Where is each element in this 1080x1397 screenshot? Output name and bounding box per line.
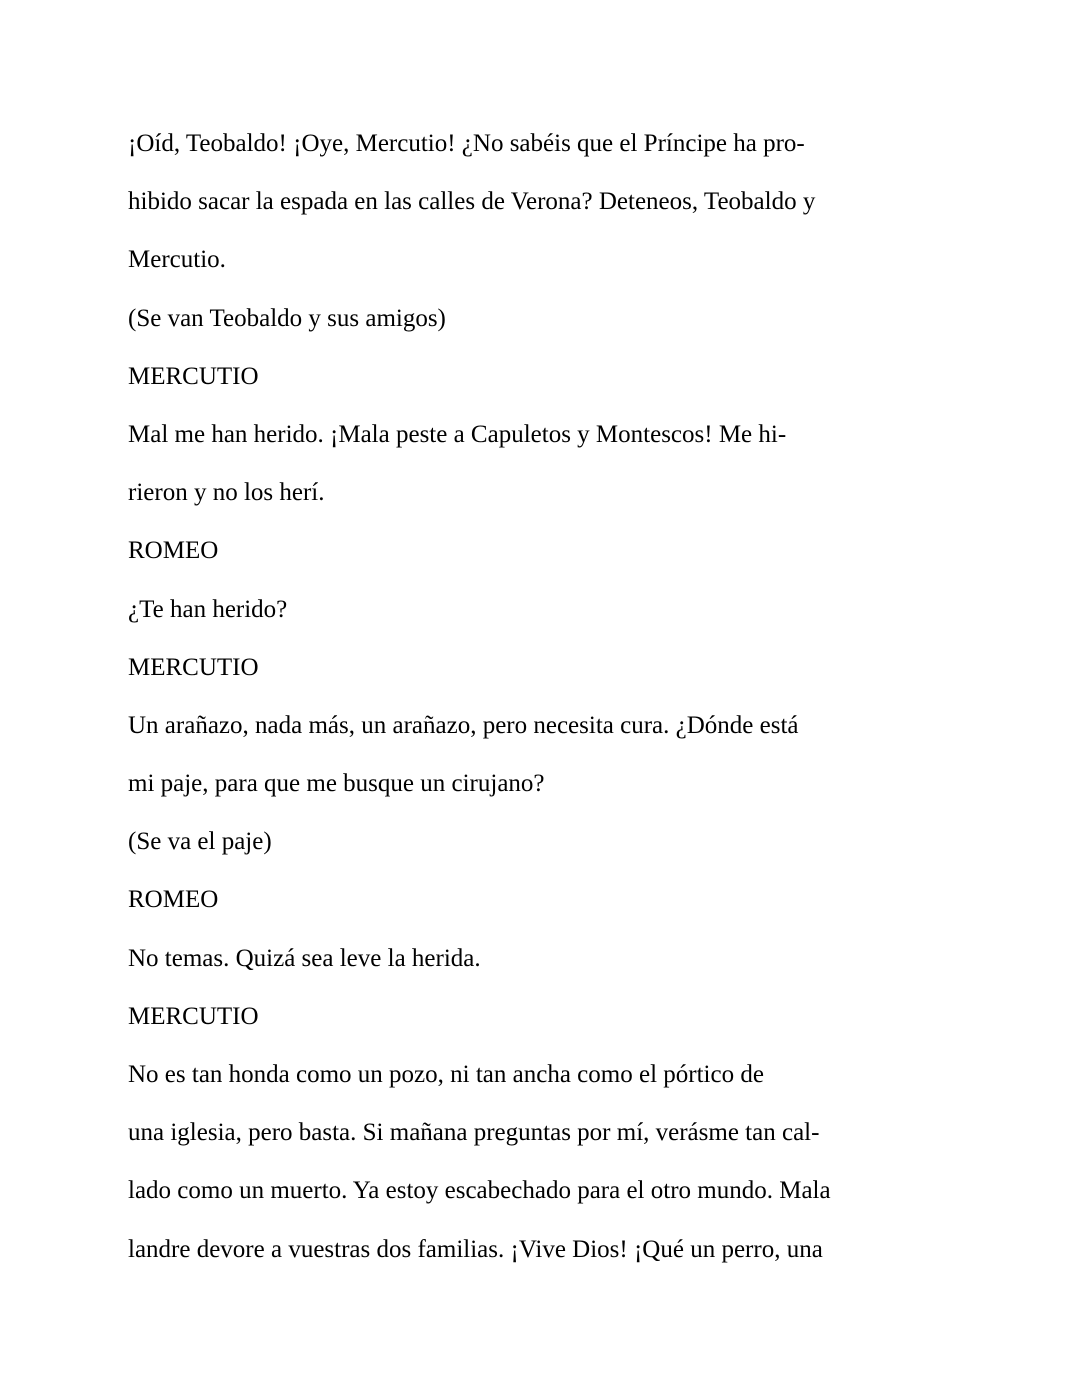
text-line: ¿Te han herido?: [128, 595, 288, 623]
document-page: [128, 125, 948, 1289]
speaker-name: MERCUTIO: [128, 1002, 259, 1030]
text-line: lado como un muerto. Ya estoy escabechado para el otro mundo. Mala: [128, 1177, 831, 1205]
stage-direction: (Se van Teobaldo y sus amigos): [128, 304, 446, 332]
text-line: No es tan honda como un pozo, ni tan ancha como el pórtico de: [128, 1061, 764, 1088]
speaker-name: ROMEO: [128, 886, 219, 914]
text-line: rieron y no los herí.: [128, 479, 325, 507]
speaker-name: MERCUTIO: [128, 362, 259, 390]
text-line: ¡Oíd, Teobaldo! ¡Oye, Mercutio! ¿No sabéis que el Príncipe ha pro-: [128, 130, 805, 157]
text-line: Mercutio.: [128, 246, 226, 274]
text-line: Un arañazo, nada más, un arañazo, pero necesita cura. ¿Dónde está: [128, 711, 799, 739]
text-line: una iglesia, pero basta. Si mañana preguntas por mí, verásme tan cal-: [128, 1119, 820, 1147]
text-line: Mal me han herido. ¡Mala peste a Capuletos y Montescos! Me hi-: [128, 420, 787, 448]
text-line: hibido sacar la espada en las calles de Verona? Deteneos, Teobaldo y: [128, 188, 816, 216]
text-line: mi paje, para que me busque un cirujano?: [128, 770, 545, 798]
speaker-name: ROMEO: [128, 537, 219, 565]
speaker-name: MERCUTIO: [128, 653, 259, 681]
text-line: landre devore a vuestras dos familias. ¡Vive Dios! ¡Qué un perro, una: [128, 1235, 823, 1263]
stage-direction: (Se va el paje): [128, 828, 272, 856]
text-line: No temas. Quizá sea leve la herida.: [128, 944, 481, 972]
